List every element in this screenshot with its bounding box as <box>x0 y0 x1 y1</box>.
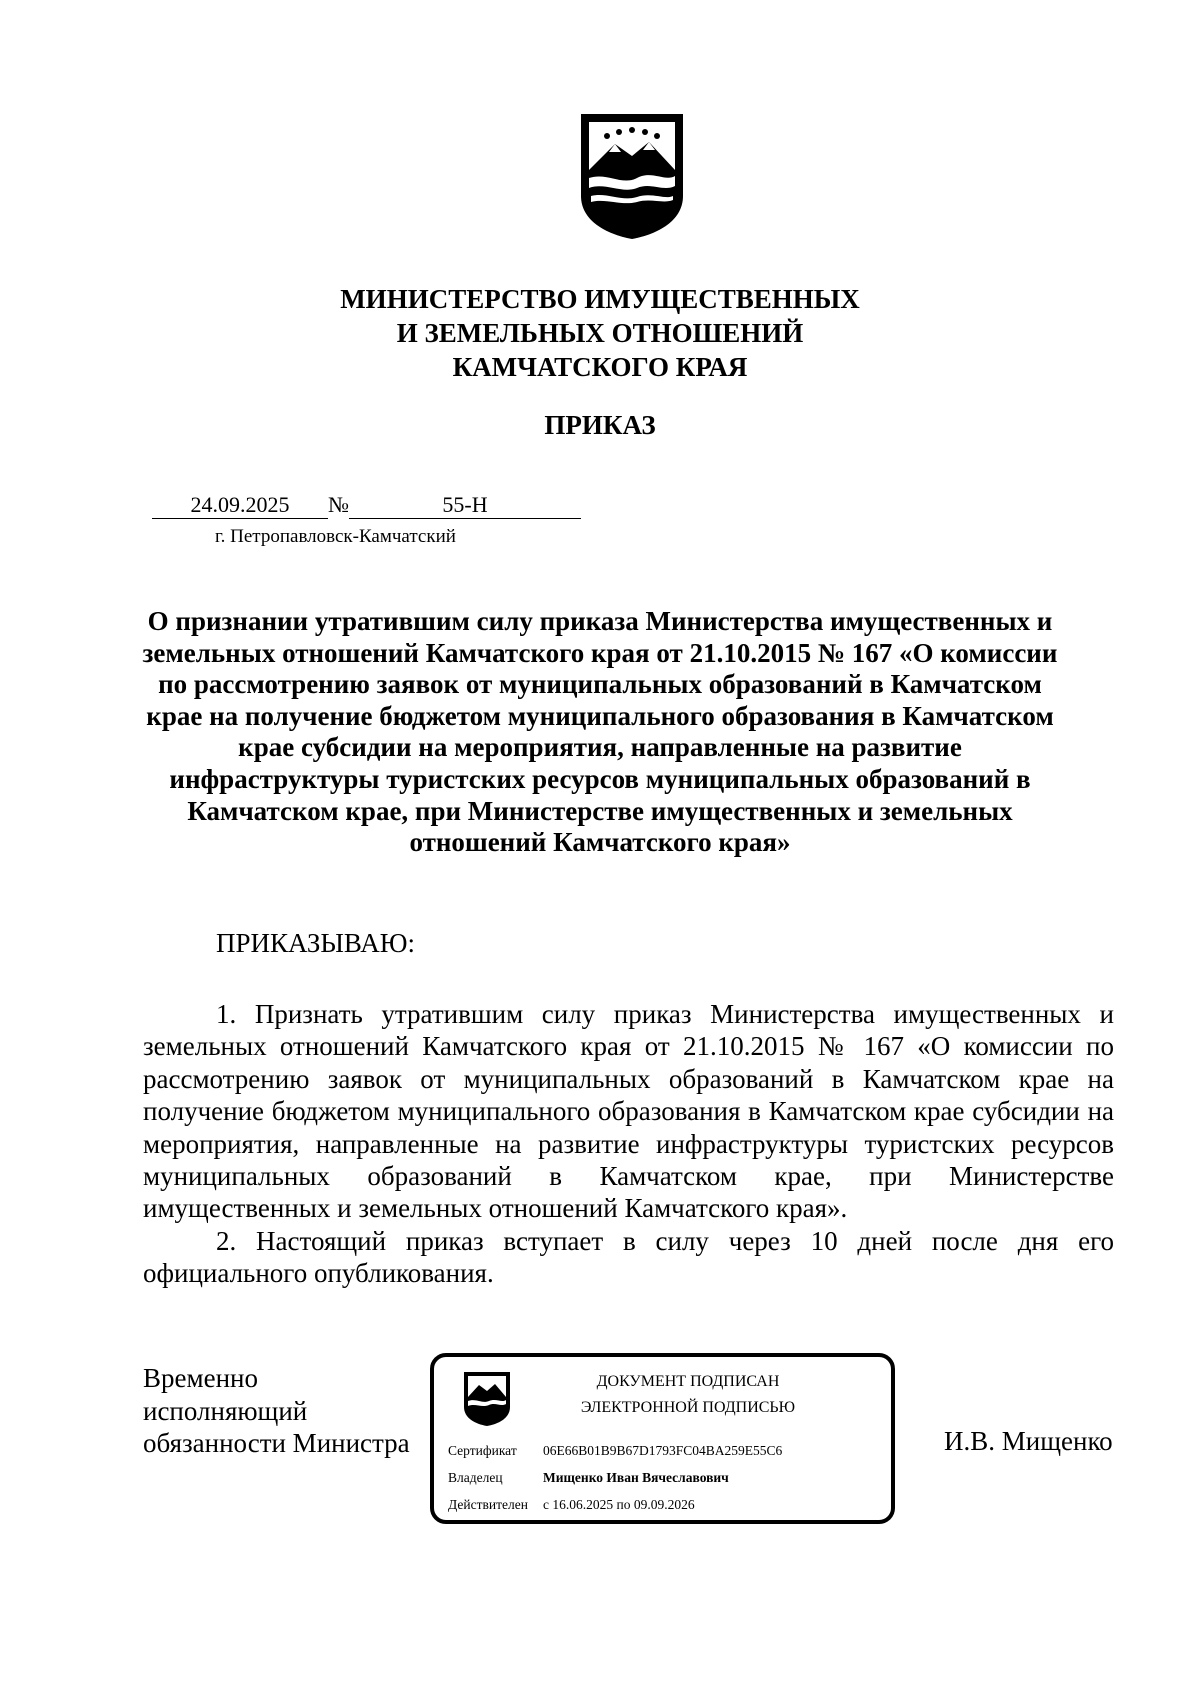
stamp-title-line1: ДОКУМЕНТ ПОДПИСАН <box>596 1373 780 1390</box>
paragraph-2: 2. Настоящий приказ вступает в силу через 10 дней после дня его официального опубликования. <box>143 1226 1114 1289</box>
stamp-certificate-row <box>448 1443 782 1459</box>
cert-value: 06E66B01B9B67D1793FC04BA259E55C6 <box>543 1443 783 1458</box>
org-name-line1: МИНИСТЕРСТВО ИМУЩЕСТВЕННЫХ <box>340 284 860 314</box>
position-line3: обязанности Министра <box>143 1428 410 1458</box>
coat-of-arms-icon <box>577 112 687 240</box>
owner-value: Мищенко Иван Вячеславович <box>543 1470 729 1485</box>
order-word: ПРИКАЗЫВАЮ: <box>216 928 415 958</box>
owner-label: Владелец <box>448 1470 503 1485</box>
stamp-title-line2: ЭЛЕКТРОННОЙ ПОДПИСЬЮ <box>580 1399 796 1416</box>
signer-name: И.В. Мищенко <box>944 1426 1113 1456</box>
position-line1: Временно <box>143 1363 258 1393</box>
document-date: 24.09.2025 <box>152 492 328 519</box>
valid-label: Действителен <box>448 1497 528 1512</box>
stamp-coat-of-arms-icon <box>462 1371 512 1427</box>
stamp-validity-row <box>448 1497 695 1513</box>
date-number-line <box>152 492 581 519</box>
document-type: ПРИКАЗ <box>544 410 656 440</box>
document-title: О признании утратившим силу приказа Министерства имущественных и земельных отношений Камчатского края от 21.10.2015 № 167 «О комиссии по рассмотрению заявок от муниципальных образований в Камчатском крае на получение бюджетом муниципального образования в Камчатском крае субсидии на мероприятия, направленные на развитие инфраструктуры туристских ресурсов муниципальных образований в Камчатском крае, при Министерстве имущественных и земельных отношений Камчатского края» <box>142 606 1058 858</box>
stamp-owner-row <box>448 1470 729 1486</box>
paragraph-1: 1. Признать утратившим силу приказ Министерства имущественных и земельных отношений Камчатского края от 21.10.2015 № 167 «О комиссии по рассмотрению заявок от муниципальных образований в Камчатском крае на получение бюджетом муниципального образования в Камчатском крае субсидии на мероприятия, направленные на развитие инфраструктуры туристских ресурсов муниципальных образований в Камчатском крае, при Министерстве имущественных и земельных отношений Камчатского края». <box>143 999 1114 1224</box>
number-sign: № <box>328 492 349 517</box>
position-line2: исполняющий <box>143 1395 308 1426</box>
org-name-line3: КАМЧАТСКОГО КРАЯ <box>452 352 748 382</box>
signer-position <box>143 1362 410 1460</box>
valid-value: с 16.06.2025 по 09.09.2026 <box>543 1497 695 1512</box>
cert-label: Сертификат <box>448 1443 517 1458</box>
electronic-signature-stamp <box>430 1353 895 1524</box>
document-number: 55-Н <box>349 492 581 519</box>
document-city: г. Петропавловск-Камчатский <box>215 526 456 547</box>
org-name-line2: И ЗЕМЕЛЬНЫХ ОТНОШЕНИЙ <box>396 318 804 348</box>
